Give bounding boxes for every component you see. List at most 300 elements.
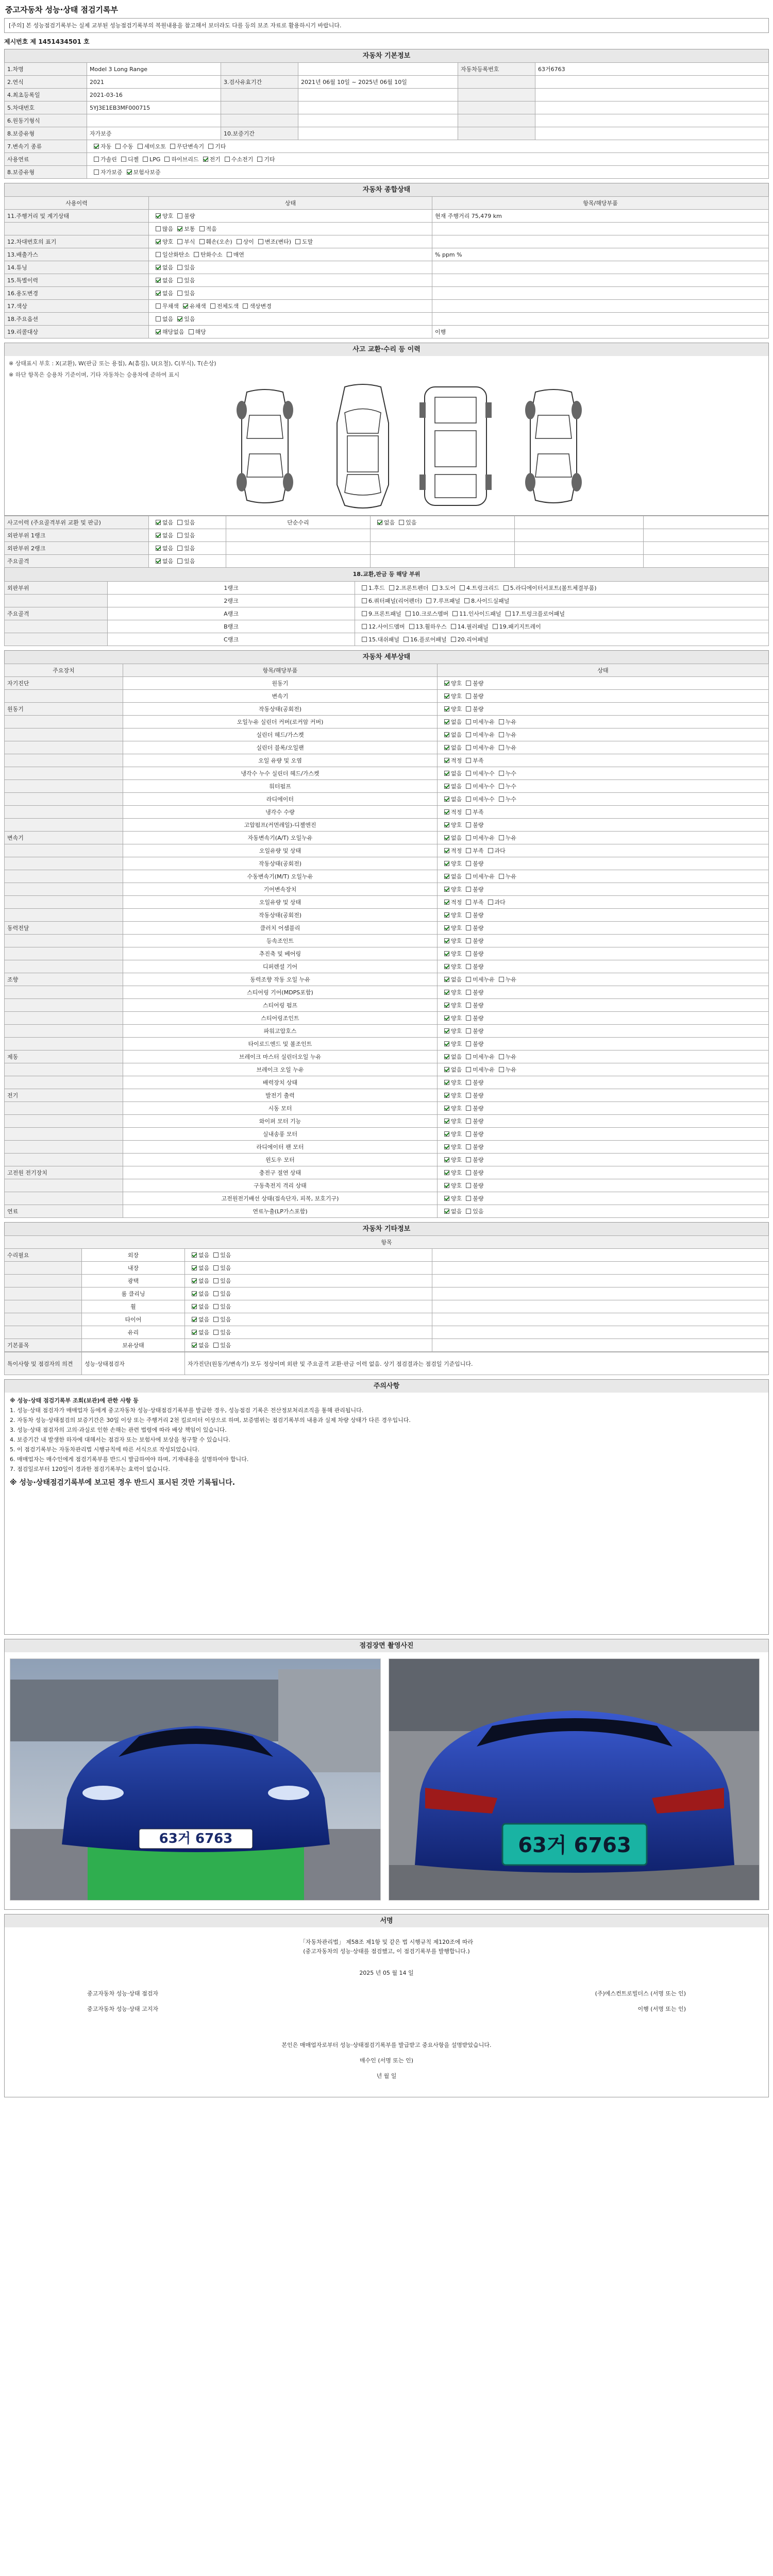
overall-row bbox=[5, 300, 769, 313]
checkbox-icon[interactable] bbox=[156, 252, 161, 257]
checkbox-icon[interactable] bbox=[466, 796, 471, 802]
checkbox-icon[interactable] bbox=[177, 291, 182, 296]
checkbox-label: 양호 bbox=[451, 1041, 462, 1047]
checkbox-icon[interactable] bbox=[444, 1028, 449, 1033]
detail-item: 실내송풍 모터 bbox=[123, 1128, 438, 1141]
checkbox-icon[interactable] bbox=[466, 887, 471, 892]
checkbox-option bbox=[399, 635, 447, 643]
checkbox-icon[interactable] bbox=[362, 624, 367, 629]
special-label: 특이사항 및 점검자의 의견 bbox=[5, 1352, 82, 1375]
checkbox-icon[interactable] bbox=[466, 861, 471, 866]
checkbox-icon[interactable] bbox=[499, 977, 504, 982]
checkbox-icon[interactable] bbox=[189, 329, 194, 334]
checkbox-label: 없음 bbox=[451, 976, 462, 983]
checkbox-icon[interactable] bbox=[466, 822, 471, 827]
checkbox-option bbox=[462, 1040, 483, 1048]
checkbox-icon[interactable] bbox=[499, 874, 504, 879]
checkbox-option bbox=[462, 821, 483, 829]
checkbox-icon[interactable] bbox=[199, 239, 205, 244]
checkbox-icon[interactable] bbox=[213, 1330, 219, 1335]
checkbox-icon[interactable] bbox=[466, 835, 471, 840]
checkbox-option bbox=[440, 1065, 462, 1074]
checkbox-label: 부족 bbox=[473, 899, 484, 906]
checkbox-icon[interactable] bbox=[488, 900, 493, 905]
checkbox-icon[interactable] bbox=[466, 1118, 471, 1124]
checkbox-icon[interactable] bbox=[192, 1278, 197, 1283]
outer-group bbox=[5, 620, 108, 633]
checkbox-icon[interactable] bbox=[177, 533, 182, 538]
outer-parts bbox=[355, 607, 769, 620]
checkbox-icon[interactable] bbox=[466, 900, 471, 905]
col-header: 항목/해당부품 bbox=[123, 664, 438, 677]
checkbox-option bbox=[440, 1181, 462, 1190]
checkbox-icon[interactable] bbox=[192, 1252, 197, 1258]
checkbox-option bbox=[209, 1264, 231, 1272]
extra-state bbox=[185, 1313, 432, 1326]
checkbox-label: 16.플로어패널 bbox=[410, 636, 447, 643]
checkbox-icon[interactable] bbox=[213, 1252, 219, 1258]
checkbox-icon[interactable] bbox=[170, 144, 175, 149]
checkbox-icon[interactable] bbox=[192, 1343, 197, 1348]
checkbox-label: 불량 bbox=[473, 1144, 484, 1150]
checkbox-icon[interactable] bbox=[466, 1183, 471, 1188]
checkbox-label: 있음 bbox=[184, 264, 195, 271]
checkbox-icon[interactable] bbox=[156, 533, 161, 538]
checkbox-icon[interactable] bbox=[464, 598, 469, 603]
checkbox-label: 불량 bbox=[473, 1182, 484, 1189]
checkbox-option bbox=[440, 859, 462, 868]
checkbox-icon[interactable] bbox=[444, 1041, 449, 1046]
checkbox-icon[interactable] bbox=[444, 1093, 449, 1098]
checkbox-icon[interactable] bbox=[177, 226, 182, 231]
basic-value bbox=[298, 127, 458, 140]
checkbox-icon[interactable] bbox=[156, 303, 161, 309]
checkbox-icon[interactable] bbox=[94, 144, 99, 149]
checkbox-icon[interactable] bbox=[138, 144, 143, 149]
checkbox-label: 양호 bbox=[451, 951, 462, 957]
checkbox-option bbox=[462, 898, 483, 906]
checkbox-icon[interactable] bbox=[444, 938, 449, 943]
checkbox-option bbox=[440, 898, 462, 906]
checkbox-icon[interactable] bbox=[466, 912, 471, 918]
checkbox-icon[interactable] bbox=[362, 585, 367, 590]
checkbox-icon[interactable] bbox=[227, 252, 232, 257]
detail-row bbox=[5, 896, 769, 909]
checkbox-icon[interactable] bbox=[156, 291, 161, 296]
checkbox-icon[interactable] bbox=[444, 951, 449, 956]
detail-state bbox=[438, 935, 769, 947]
checkbox-icon[interactable] bbox=[466, 874, 471, 879]
accident-row bbox=[5, 529, 769, 542]
checkbox-label: 양호 bbox=[451, 1015, 462, 1022]
checkbox-icon[interactable] bbox=[192, 1317, 197, 1322]
note-item: 3. 성능·상태 점검자의 고의·과실로 인한 손해는 관련 법령에 따라 배상 책임이 있습니다. bbox=[10, 1427, 227, 1433]
basic-value: 2021년 06월 10일 ~ 2025년 06월 10일 bbox=[298, 76, 458, 89]
checkbox-label: 양호 bbox=[451, 1195, 462, 1202]
detail-group bbox=[5, 883, 123, 896]
checkbox-icon[interactable] bbox=[213, 1304, 219, 1309]
checkbox-icon[interactable] bbox=[466, 1131, 471, 1137]
checkbox-icon[interactable] bbox=[444, 1054, 449, 1059]
checkbox-icon[interactable] bbox=[444, 1183, 449, 1188]
checkbox-icon[interactable] bbox=[426, 598, 431, 603]
checkbox-icon[interactable] bbox=[444, 681, 449, 686]
checkbox-icon[interactable] bbox=[466, 745, 471, 750]
accident-label: 사고이력 (주요골격부위 교환 및 판금) bbox=[5, 516, 149, 529]
checkbox-icon[interactable] bbox=[444, 1170, 449, 1175]
overall-row bbox=[5, 313, 769, 326]
checkbox-icon[interactable] bbox=[177, 265, 182, 270]
checkbox-label: 보통 bbox=[184, 226, 195, 232]
detail-row bbox=[5, 806, 769, 819]
checkbox-icon[interactable] bbox=[499, 796, 504, 802]
detail-item: 냉각수 누수 실린더 헤드/가스켓 bbox=[123, 767, 438, 780]
checkbox-option bbox=[188, 1315, 209, 1324]
checkbox-option bbox=[462, 1053, 495, 1061]
checkbox-icon[interactable] bbox=[199, 226, 205, 231]
checkbox-icon[interactable] bbox=[466, 706, 471, 711]
checkbox-icon[interactable] bbox=[444, 1080, 449, 1085]
checkbox-icon[interactable] bbox=[466, 732, 471, 737]
checkbox-icon[interactable] bbox=[466, 977, 471, 982]
overall-options bbox=[149, 326, 432, 338]
checkbox-icon[interactable] bbox=[156, 213, 161, 218]
checkbox-label: 상이 bbox=[243, 239, 254, 245]
checkbox-option bbox=[111, 142, 133, 150]
checkbox-icon[interactable] bbox=[499, 835, 504, 840]
checkbox-icon[interactable] bbox=[213, 1317, 219, 1322]
checkbox-icon[interactable] bbox=[466, 938, 471, 943]
accident-empty bbox=[515, 529, 644, 542]
outer-rank: B랭크 bbox=[108, 620, 355, 633]
checkbox-icon[interactable] bbox=[127, 170, 132, 175]
checkbox-icon[interactable] bbox=[444, 861, 449, 866]
checkbox-option bbox=[495, 731, 516, 739]
checkbox-icon[interactable] bbox=[444, 822, 449, 827]
checkbox-icon[interactable] bbox=[466, 1209, 471, 1214]
checkbox-icon[interactable] bbox=[444, 1196, 449, 1201]
section-photos-title: 점검장면 촬영사진 bbox=[4, 1639, 769, 1652]
checkbox-icon[interactable] bbox=[177, 558, 182, 564]
checkbox-icon[interactable] bbox=[466, 1054, 471, 1059]
checkbox-icon[interactable] bbox=[444, 745, 449, 750]
checkbox-icon[interactable] bbox=[444, 693, 449, 699]
checkbox-icon[interactable] bbox=[115, 144, 121, 149]
extra-row bbox=[5, 1313, 769, 1326]
checkbox-label: 없음 bbox=[451, 719, 462, 725]
checkbox-icon[interactable] bbox=[444, 796, 449, 802]
detail-item: 윈도우 모터 bbox=[123, 1154, 438, 1166]
checkbox-icon[interactable] bbox=[225, 157, 230, 162]
checkbox-option bbox=[462, 859, 483, 868]
checkbox-icon[interactable] bbox=[444, 1157, 449, 1162]
checkbox-option bbox=[499, 584, 597, 592]
checkbox-icon[interactable] bbox=[466, 925, 471, 930]
checkbox-icon[interactable] bbox=[466, 964, 471, 969]
checkbox-icon[interactable] bbox=[444, 964, 449, 969]
outer-row bbox=[5, 595, 769, 607]
checkbox-option bbox=[456, 584, 499, 592]
overall-row bbox=[5, 287, 769, 300]
checkbox-icon[interactable] bbox=[409, 624, 414, 629]
checkbox-icon[interactable] bbox=[444, 758, 449, 763]
checkbox-icon[interactable] bbox=[444, 1067, 449, 1072]
accident-sub: 단순수리 bbox=[226, 516, 371, 529]
extra-state bbox=[185, 1326, 432, 1339]
checkbox-icon[interactable] bbox=[466, 1157, 471, 1162]
checkbox-icon[interactable] bbox=[362, 598, 367, 603]
checkbox-icon[interactable] bbox=[192, 1330, 197, 1335]
checkbox-icon[interactable] bbox=[94, 170, 99, 175]
checkbox-icon[interactable] bbox=[192, 1265, 197, 1270]
checkbox-option bbox=[440, 911, 462, 919]
checkbox-icon[interactable] bbox=[203, 157, 208, 162]
extra-row bbox=[5, 1300, 769, 1313]
checkbox-icon[interactable] bbox=[466, 1028, 471, 1033]
checkbox-option bbox=[462, 872, 495, 880]
checkbox-icon[interactable] bbox=[213, 1291, 219, 1296]
checkbox-icon[interactable] bbox=[503, 585, 509, 590]
checkbox-label: 누유 bbox=[505, 744, 517, 751]
checkbox-icon[interactable] bbox=[466, 990, 471, 995]
checkbox-icon[interactable] bbox=[466, 1041, 471, 1046]
checkbox-option bbox=[440, 1091, 462, 1099]
checkbox-icon[interactable] bbox=[452, 611, 458, 616]
checkbox-icon[interactable] bbox=[389, 585, 394, 590]
checkbox-icon[interactable] bbox=[444, 990, 449, 995]
checkbox-icon[interactable] bbox=[460, 585, 465, 590]
checkbox-icon[interactable] bbox=[143, 157, 148, 162]
checkbox-option bbox=[462, 1001, 483, 1009]
checkbox-icon[interactable] bbox=[156, 329, 161, 334]
overall-options bbox=[149, 210, 432, 223]
checkbox-icon[interactable] bbox=[164, 157, 170, 162]
checkbox-icon[interactable] bbox=[499, 771, 504, 776]
checkbox-label: 과다 bbox=[494, 899, 506, 906]
checkbox-icon[interactable] bbox=[466, 784, 471, 789]
checkbox-icon[interactable] bbox=[488, 848, 493, 853]
checkbox-icon[interactable] bbox=[444, 809, 449, 815]
checkbox-icon[interactable] bbox=[466, 771, 471, 776]
checkbox-icon[interactable] bbox=[213, 1278, 219, 1283]
checkbox-icon[interactable] bbox=[399, 520, 404, 525]
checkbox-icon[interactable] bbox=[466, 1106, 471, 1111]
checkbox-icon[interactable] bbox=[177, 316, 182, 321]
checkbox-option bbox=[385, 584, 429, 592]
checkbox-option bbox=[209, 1290, 231, 1298]
checkbox-icon[interactable] bbox=[444, 887, 449, 892]
checkbox-label: 있음 bbox=[184, 290, 195, 297]
checkbox-label: 무단변속기 bbox=[177, 143, 205, 150]
checkbox-icon[interactable] bbox=[156, 520, 161, 525]
checkbox-label: 양호 bbox=[451, 1028, 462, 1035]
checkbox-label: 누수 bbox=[505, 796, 517, 803]
detail-item: 라디에이터 bbox=[123, 793, 438, 806]
checkbox-icon[interactable] bbox=[444, 1144, 449, 1149]
detail-item: 와이퍼 모터 기능 bbox=[123, 1115, 438, 1128]
checkbox-icon[interactable] bbox=[466, 848, 471, 853]
section-extra-title: 자동차 기타정보 bbox=[4, 1222, 769, 1235]
overall-options bbox=[149, 248, 432, 261]
checkbox-icon[interactable] bbox=[177, 239, 182, 244]
checkbox-icon[interactable] bbox=[451, 624, 456, 629]
checkbox-icon[interactable] bbox=[466, 693, 471, 699]
checkbox-icon[interactable] bbox=[121, 157, 126, 162]
checkbox-icon[interactable] bbox=[210, 303, 215, 309]
detail-item: 브레이크 마스터 실린더오일 누유 bbox=[123, 1050, 438, 1063]
checkbox-icon[interactable] bbox=[451, 637, 456, 642]
detail-row bbox=[5, 780, 769, 793]
checkbox-icon[interactable] bbox=[177, 546, 182, 551]
checkbox-option bbox=[462, 846, 483, 855]
checkbox-icon[interactable] bbox=[444, 732, 449, 737]
checkbox-icon[interactable] bbox=[432, 585, 438, 590]
checkbox-icon[interactable] bbox=[444, 977, 449, 982]
outer-row bbox=[5, 620, 769, 633]
checkbox-icon[interactable] bbox=[213, 1265, 219, 1270]
checkbox-icon[interactable] bbox=[404, 637, 409, 642]
checkbox-icon[interactable] bbox=[208, 144, 213, 149]
checkbox-icon[interactable] bbox=[444, 719, 449, 724]
checkbox-icon[interactable] bbox=[506, 611, 511, 616]
checkbox-icon[interactable] bbox=[194, 252, 199, 257]
checkbox-icon[interactable] bbox=[466, 951, 471, 956]
checkbox-icon[interactable] bbox=[444, 1118, 449, 1124]
checkbox-icon[interactable] bbox=[466, 1144, 471, 1149]
checkbox-icon[interactable] bbox=[243, 303, 248, 309]
checkbox-icon[interactable] bbox=[466, 1067, 471, 1072]
checkbox-label: 없음 bbox=[198, 1342, 210, 1349]
checkbox-label: 있음 bbox=[406, 519, 417, 526]
checkbox-icon[interactable] bbox=[444, 848, 449, 853]
checkbox-icon[interactable] bbox=[156, 278, 161, 283]
checkbox-icon[interactable] bbox=[444, 912, 449, 918]
extra-empty bbox=[432, 1262, 769, 1275]
checkbox-icon[interactable] bbox=[183, 303, 188, 309]
extra-group bbox=[5, 1275, 82, 1287]
checkbox-option bbox=[440, 1014, 462, 1022]
checkbox-icon[interactable] bbox=[444, 1209, 449, 1214]
checkbox-label: 양호 bbox=[451, 693, 462, 700]
checkbox-option bbox=[495, 795, 516, 803]
checkbox-icon[interactable] bbox=[499, 1067, 504, 1072]
checkbox-label: 있음 bbox=[220, 1342, 231, 1349]
checkbox-option bbox=[253, 155, 275, 163]
checkbox-label: 불량 bbox=[473, 706, 484, 713]
checkbox-label: 무채색 bbox=[162, 303, 179, 310]
checkbox-option bbox=[462, 1104, 483, 1112]
checkbox-icon[interactable] bbox=[213, 1343, 219, 1348]
checkbox-icon[interactable] bbox=[177, 520, 182, 525]
detail-group bbox=[5, 870, 123, 883]
checkbox-icon[interactable] bbox=[466, 1003, 471, 1008]
checkbox-icon[interactable] bbox=[192, 1291, 197, 1296]
checkbox-icon[interactable] bbox=[444, 925, 449, 930]
checkbox-icon[interactable] bbox=[362, 637, 367, 642]
checkbox-icon[interactable] bbox=[444, 874, 449, 879]
checkbox-icon[interactable] bbox=[499, 719, 504, 724]
checkbox-icon[interactable] bbox=[362, 611, 367, 616]
detail-row bbox=[5, 703, 769, 716]
checkbox-icon[interactable] bbox=[156, 265, 161, 270]
overall-note bbox=[432, 287, 769, 300]
checkbox-label: 기타 bbox=[215, 143, 226, 150]
basic-row bbox=[5, 140, 769, 153]
note-item: 6. 매매업자는 매수인에게 점검기록부를 반드시 발급하여야 하며, 기재내용을 설명하여야 합니다. bbox=[10, 1456, 249, 1463]
checkbox-option bbox=[495, 1053, 516, 1061]
checkbox-icon[interactable] bbox=[156, 546, 161, 551]
checkbox-icon[interactable] bbox=[444, 1015, 449, 1021]
checkbox-icon[interactable] bbox=[377, 520, 382, 525]
special-note: 자가진단(원동기/변속기) 모두 정상이며 외판 및 주요골격 교환·판금 이력 없음. 상기 점검결과는 점검일 기준입니다. bbox=[185, 1352, 769, 1375]
checkbox-label: 변조(변타) bbox=[264, 239, 291, 245]
extra-item: 보유상태 bbox=[82, 1339, 185, 1352]
checkbox-icon[interactable] bbox=[444, 706, 449, 711]
checkbox-option bbox=[440, 872, 462, 880]
checkbox-icon[interactable] bbox=[499, 745, 504, 750]
checkbox-label: 미세누수 bbox=[473, 796, 495, 803]
checkbox-icon[interactable] bbox=[493, 624, 498, 629]
basic-label: 6.원동기형식 bbox=[5, 114, 87, 127]
checkbox-icon[interactable] bbox=[94, 157, 99, 162]
checkbox-icon[interactable] bbox=[192, 1304, 197, 1309]
checkbox-icon[interactable] bbox=[237, 239, 242, 244]
checkbox-icon[interactable] bbox=[406, 611, 411, 616]
checkbox-option bbox=[462, 962, 483, 971]
checkbox-icon[interactable] bbox=[444, 784, 449, 789]
checkbox-icon[interactable] bbox=[466, 1093, 471, 1098]
checkbox-icon[interactable] bbox=[466, 758, 471, 763]
checkbox-icon[interactable] bbox=[444, 1003, 449, 1008]
checkbox-option bbox=[173, 263, 195, 272]
checkbox-icon[interactable] bbox=[466, 1015, 471, 1021]
checkbox-icon[interactable] bbox=[466, 1170, 471, 1175]
checkbox-icon[interactable] bbox=[466, 681, 471, 686]
overall-options bbox=[149, 287, 432, 300]
checkbox-option bbox=[254, 238, 291, 246]
checkbox-icon[interactable] bbox=[177, 213, 182, 218]
checkbox-icon[interactable] bbox=[257, 157, 262, 162]
checkbox-icon[interactable] bbox=[444, 771, 449, 776]
checkbox-icon[interactable] bbox=[444, 835, 449, 840]
checkbox-icon[interactable] bbox=[156, 226, 161, 231]
checkbox-icon[interactable] bbox=[156, 316, 161, 321]
checkbox-icon[interactable] bbox=[466, 719, 471, 724]
checkbox-icon[interactable] bbox=[499, 1054, 504, 1059]
checkbox-icon[interactable] bbox=[156, 558, 161, 564]
checkbox-icon[interactable] bbox=[444, 1106, 449, 1111]
checkbox-icon[interactable] bbox=[156, 239, 161, 244]
checkbox-label: 있음 bbox=[184, 277, 195, 284]
checkbox-option bbox=[209, 1341, 231, 1349]
checkbox-icon[interactable] bbox=[177, 278, 182, 283]
checkbox-icon[interactable] bbox=[466, 1196, 471, 1201]
checkbox-icon[interactable] bbox=[258, 239, 263, 244]
checkbox-icon[interactable] bbox=[444, 900, 449, 905]
checkbox-icon[interactable] bbox=[466, 809, 471, 815]
overall-row bbox=[5, 261, 769, 274]
checkbox-label: 없음 bbox=[198, 1316, 210, 1323]
checkbox-icon[interactable] bbox=[499, 784, 504, 789]
checkbox-label: 누유 bbox=[505, 1054, 517, 1060]
checkbox-icon[interactable] bbox=[295, 239, 300, 244]
checkbox-icon[interactable] bbox=[466, 1080, 471, 1085]
checkbox-icon[interactable] bbox=[444, 1131, 449, 1137]
basic-value bbox=[535, 114, 769, 127]
checkbox-icon[interactable] bbox=[499, 732, 504, 737]
checkbox-label: 해당없음 bbox=[162, 329, 184, 335]
checkbox-option bbox=[462, 1117, 483, 1125]
